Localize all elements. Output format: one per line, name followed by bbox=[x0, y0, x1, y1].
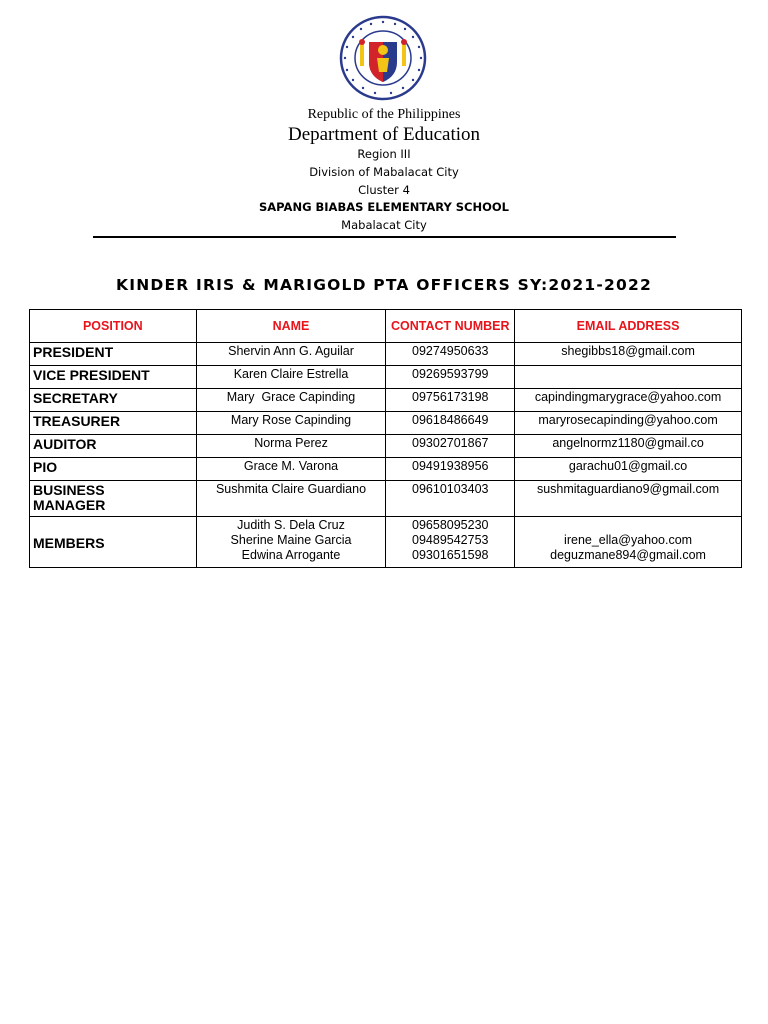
city-line: Mabalacat City bbox=[341, 218, 427, 232]
member-email: deguzmane894@gmail.com bbox=[550, 548, 706, 562]
contact-cell: 09269593799 bbox=[386, 366, 515, 389]
contact-cell: 09610103403 bbox=[386, 481, 515, 517]
email-cell: angelnormz1180@gmail.co bbox=[515, 435, 742, 458]
division-line: Division of Mabalacat City bbox=[309, 165, 459, 179]
column-header-contact: CONTACT NUMBER bbox=[386, 310, 515, 343]
email-cell: shegibbs18@gmail.com bbox=[515, 343, 742, 366]
member-email: irene_ella@yahoo.com bbox=[564, 533, 693, 547]
name-cell: Mary Grace Capinding bbox=[196, 389, 386, 412]
email-cell bbox=[515, 517, 742, 568]
table-row bbox=[30, 435, 742, 458]
table-row bbox=[30, 412, 742, 435]
position-line: MANAGER bbox=[33, 497, 106, 513]
email-cell: capindingmarygrace@yahoo.com bbox=[515, 389, 742, 412]
contact-cell: 09274950633 bbox=[386, 343, 515, 366]
name-cell: Sushmita Claire Guardiano bbox=[196, 481, 386, 517]
position-cell: PIO bbox=[30, 458, 197, 481]
contact-cell: 09302701867 bbox=[386, 435, 515, 458]
column-header-position: POSITION bbox=[30, 310, 197, 343]
position-cell: TREASURER bbox=[30, 412, 197, 435]
contact-cell bbox=[386, 517, 515, 568]
email-cell: sushmitaguardiano9@gmail.com bbox=[515, 481, 742, 517]
school-name: SAPANG BIABAS ELEMENTARY SCHOOL bbox=[258, 200, 510, 214]
member-contact: 09489542753 bbox=[412, 533, 489, 547]
department-name: Department of Education bbox=[287, 124, 481, 145]
member-contact: 09658095230 bbox=[412, 518, 489, 532]
table-row bbox=[30, 343, 742, 366]
table-row-members bbox=[30, 517, 742, 568]
cluster-line: Cluster 4 bbox=[358, 183, 410, 197]
name-cell: Mary Rose Capinding bbox=[196, 412, 386, 435]
email-cell bbox=[515, 366, 742, 389]
email-cell: maryrosecapinding@yahoo.com bbox=[515, 412, 742, 435]
table-header-row bbox=[30, 310, 742, 343]
name-cell: Norma Perez bbox=[196, 435, 386, 458]
position-cell: MEMBERS bbox=[30, 517, 197, 568]
position-cell: PRESIDENT bbox=[30, 343, 197, 366]
deped-seal bbox=[333, 14, 433, 102]
region-line: Region III bbox=[357, 147, 411, 161]
table-row bbox=[30, 481, 742, 517]
member-name: Edwina Arrogante bbox=[241, 548, 341, 562]
column-header-email: EMAIL ADDRESS bbox=[515, 310, 742, 343]
column-header-name: NAME bbox=[196, 310, 386, 343]
table-row bbox=[30, 366, 742, 389]
position-cell: VICE PRESIDENT bbox=[30, 366, 197, 389]
contact-cell: 09491938956 bbox=[386, 458, 515, 481]
contact-cell: 09756173198 bbox=[386, 389, 515, 412]
member-name: Sherine Maine Garcia bbox=[230, 533, 352, 547]
email-cell: garachu01@gmail.co bbox=[515, 458, 742, 481]
table-row bbox=[30, 389, 742, 412]
position-cell: AUDITOR bbox=[30, 435, 197, 458]
header-divider bbox=[93, 236, 676, 238]
name-cell: Karen Claire Estrella bbox=[196, 366, 386, 389]
position-cell: SECRETARY bbox=[30, 389, 197, 412]
officers-table bbox=[29, 309, 742, 568]
contact-cell: 09618486649 bbox=[386, 412, 515, 435]
name-cell: Shervin Ann G. Aguilar bbox=[196, 343, 386, 366]
member-name: Judith S. Dela Cruz bbox=[237, 518, 345, 532]
name-cell: Grace M. Varona bbox=[196, 458, 386, 481]
name-cell bbox=[196, 517, 386, 568]
document-title: KINDER IRIS & MARIGOLD PTA OFFICERS SY:2021-2022 bbox=[116, 276, 652, 294]
position-cell bbox=[30, 481, 197, 517]
republic-line: Republic of the Philippines bbox=[307, 107, 461, 122]
table-row bbox=[30, 458, 742, 481]
member-email bbox=[517, 518, 739, 533]
member-contact: 09301651598 bbox=[412, 548, 489, 562]
position-line: BUSINESS bbox=[33, 482, 105, 498]
